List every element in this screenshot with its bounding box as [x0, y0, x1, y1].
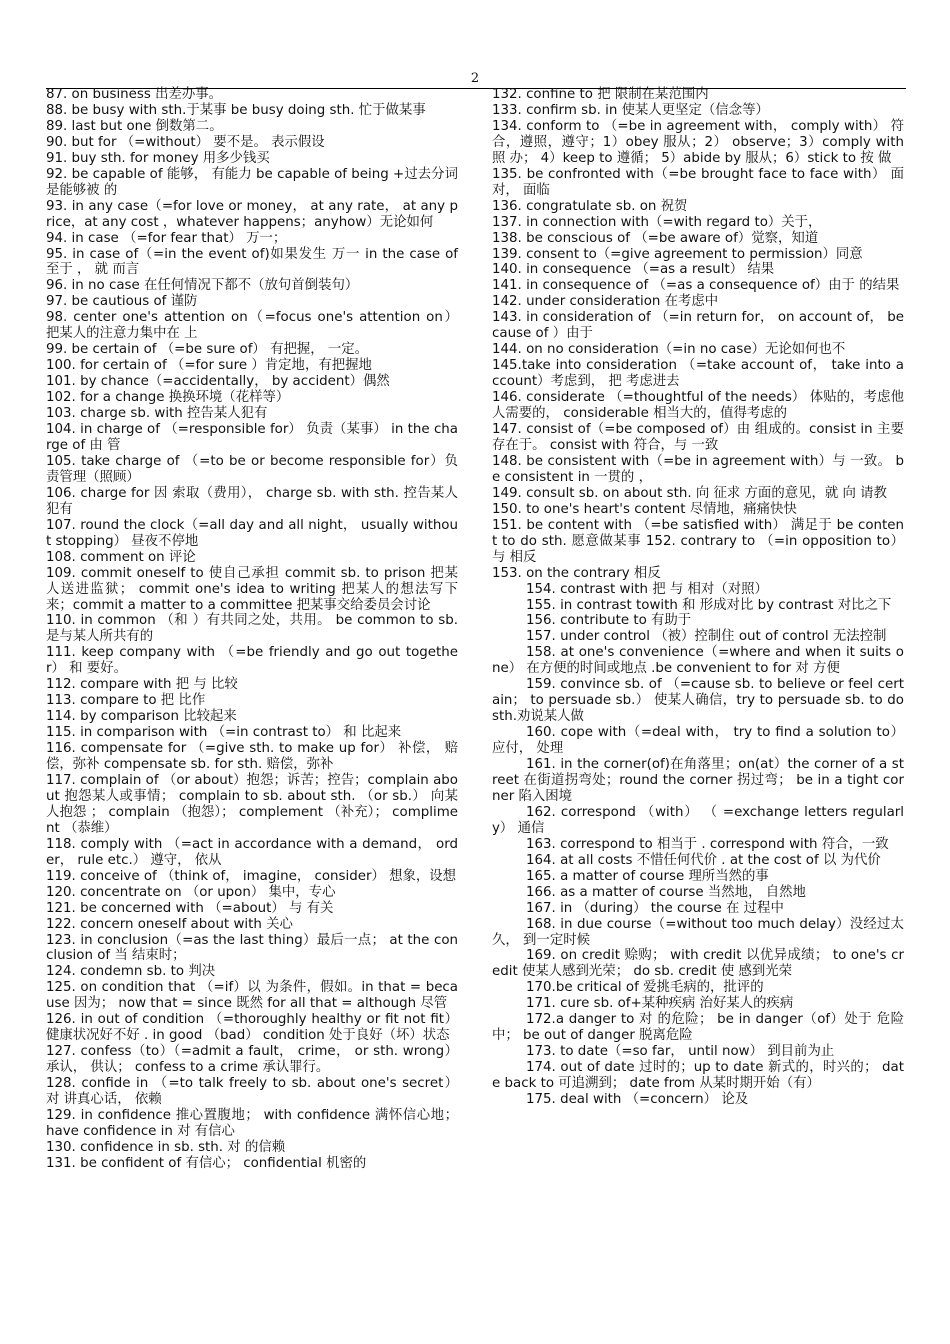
entry-item: 147. consist of（=be composed of）由 组成的。consist in 主要存在于。 consist with 符合，与 一致	[492, 422, 904, 453]
entry-item: 141. in consequence of （=as a consequence of）由于 的结果	[492, 278, 900, 294]
entry-item: 158. at one's convenience（=where and when it suits one） 在方便的时间或地点 .be convenient to for 对 方便	[492, 645, 904, 677]
entry-item: 126. in out of condition （=thoroughly healthy or fit not fit） 健康状况好不好 . in good （bad） condition 处于良好（坏）状态	[46, 1012, 458, 1044]
entry-item: 143. in consideration of （=in return for， on account of， because of ）由于	[492, 310, 904, 342]
entry-item: 121. be concerned with （=about） 与 有关	[46, 900, 334, 916]
entry-item: 139. consent to（=give agreement to permission）同意	[492, 246, 863, 262]
entry-item: 98. center one's attention on（=focus one's attention on） 把某人的注意力集中在 上	[46, 310, 458, 342]
entry-item: 155. in contrast towith 和 形成对比 by contrast 对比之下	[526, 597, 892, 613]
entry-item: 150. to one's heart's content 尽情地，痛痛快快	[492, 501, 797, 517]
entry-item: 135. be confronted with（=be brought face to face with） 面对， 面临	[492, 166, 904, 198]
entry-item: 124. condemn sb. to 判决	[46, 964, 216, 980]
entry-item: 128. confide in （=to talk freely to sb. about one's secret） 对 讲真心话， 依赖	[46, 1076, 458, 1108]
entry-item: 170.be critical of 爱挑毛病的，批评的	[526, 980, 764, 996]
entry-item: 174. out of date 过时的；up to date 新式的，时兴的； date back to 可追溯到； date from 从某时期开始（有）	[492, 1060, 904, 1092]
entry-item: 153. on the contrary 相反	[492, 565, 661, 581]
entry-item: 117. complain of （or about）抱怨；诉苦；控告；complain about 抱怨某人或事情； complain to sb. about sth. （or sb.） 向某人抱怨 ； complain （抱怨）； complement （补充）； compliment （恭维）	[46, 772, 458, 836]
entry-item: 156. contribute to 有助于	[526, 613, 692, 629]
entry-item: 163. correspond to 相当于 . correspond with 符合，一致	[526, 836, 889, 852]
entry-item: 127. confess（to）（=admit a fault， crime， or sth. wrong）承认， 供认； confess to a crime 承认罪行。	[46, 1044, 458, 1076]
right-column	[492, 87, 904, 1108]
entry-item: 137. in connection with（=with regard to）关于，	[492, 214, 822, 230]
entry-item: 104. in charge of （=responsible for） 负责（某事） in the charge of 由 管	[46, 422, 458, 453]
entry-item: 94. in case （=for fear that） 万一；	[46, 230, 287, 246]
entry-item: 119. conceive of （think of， imagine， consider） 想象，设想	[46, 868, 457, 884]
entry-item: 120. concentrate on （or upon） 集中，专心	[46, 884, 336, 900]
entry-item: 111. keep company with （=be friendly and go out together） 和 要好。	[46, 645, 458, 677]
entry-item: 149. consult sb. on about sth. 向 征求 方面的意见，就 向 请教	[492, 485, 887, 501]
entry-item: 99. be certain of （=be sure of） 有把握， 一定。	[46, 342, 369, 358]
entry-item: 166. as a matter of course 当然地， 自然地	[526, 884, 806, 900]
entry-item: 108. comment on 评论	[46, 549, 196, 565]
entry-item: 112. compare with 把 与 比较	[46, 677, 238, 693]
entry-item: 89. last but one 倒数第二。	[46, 118, 223, 134]
entry-item: 171. cure sb. of+某种疾病 治好某人的疾病	[526, 996, 794, 1012]
entry-item: 161. in the corner(of)在角落里；on(at）the corner of a street 在街道拐弯处；round the corner 拐过弯； be in a tight corner 陷入困境	[492, 757, 904, 804]
entry-item: 115. in comparison with （=in contrast to） 和 比起来	[46, 725, 402, 741]
entry-item: 134. conform to （=be in agreement with， comply with） 符合，遵照，遵守；1）obey 服从；2） observe；3）comply with 照 办； 4）keep to 遵循； 5）abide by 服从；6）stick to 按 做	[492, 118, 904, 166]
entry-item: 97. be cautious of 谨防	[46, 294, 198, 310]
entry-item: 133. confirm sb. in 使某人更坚定（信念等）	[492, 102, 769, 118]
entry-item: 165. a matter of course 理所当然的事	[526, 868, 769, 884]
entry-item: 167. in （during） the course 在 过程中	[526, 900, 784, 916]
entry-item: 113. compare to 把 比作	[46, 693, 206, 709]
entry-item: 91. buy sth. for money 用多少钱买	[46, 150, 270, 166]
entry-item: 138. be conscious of （=be aware of）觉察，知道	[492, 230, 819, 246]
entry-item: 160. cope with（=deal with， try to find a solution to）应付， 处理	[492, 725, 904, 757]
entry-item: 154. contrast with 把 与 相对（对照）	[526, 581, 768, 597]
entry-item: 103. charge sb. with 控告某人犯有	[46, 406, 268, 422]
entry-item: 110. in common （和 ）有共同之处，共用。 be common to sb. 是与某人所共有的	[46, 613, 458, 645]
entry-item: 125. on condition that （=if）以 为条件，假如。in that = because 因为； now that = since 既然 for all that = although 尽管	[46, 980, 458, 1012]
entry-item: 131. be confident of 有信心； confidential 机密的	[46, 1155, 367, 1171]
entry-item: 136. congratulate sb. on 祝贺	[492, 198, 688, 214]
entry-item: 102. for a change 换换环境（花样等）	[46, 390, 290, 406]
entry-item: 132. confine to 把 限制在某范围内	[492, 87, 709, 102]
page-number: 2	[470, 71, 480, 86]
left-column	[46, 87, 458, 1172]
entry-item: 96. in no case 在任何情况下都不（放句首倒装句）	[46, 278, 359, 294]
entry-item: 109. commit oneself to 使自己承担 commit sb. to prison 把某人送进监狱； commit one's idea to writing 把某人的想法写下来；commit a matter to a committee 把某事交给委员会讨论	[46, 565, 458, 613]
entry-item: 162. correspond （with） （ =exchange letters regularly） 通信	[492, 804, 904, 836]
entry-item: 168. in due course（=without too much delay）没经过太久， 到一定时候	[492, 916, 904, 948]
entry-item: 100. for certain of （=for sure ）肯定地，有把握地	[46, 358, 372, 374]
entry-item: 151. be content with （=be satisfied with） 满足于 be content to do sth. 愿意做某事 152. contrary to （=in opposition to） 与 相反	[492, 517, 904, 565]
entry-item: 157. under control （被）控制住 out of control 无法控制	[526, 629, 887, 645]
entry-item: 101. by chance（=accidentally， by accident）偶然	[46, 374, 390, 390]
entry-item: 148. be consistent with（=be in agreement with）与 一致。 be consistent in 一贯的 ，	[492, 453, 904, 485]
entry-item: 140. in consequence （=as a result） 结果	[492, 262, 775, 278]
entry-item: 107. round the clock（=all day and all night， usually without stopping） 昼夜不停地	[46, 517, 458, 549]
entry-item: 129. in confidence 推心置腹地； with confidence 满怀信心地； have confidence in 对 有信心	[46, 1108, 458, 1139]
entry-item: 145.take into consideration （=take account of， take into account）考虑到， 把 考虑进去	[492, 358, 904, 390]
entry-item: 173. to date（=so far， until now） 到目前为止	[526, 1044, 835, 1060]
entry-item: 172.a danger to 对 的危险； be in danger（of）处于 危险中； be out of danger 脱离危险	[492, 1012, 904, 1044]
entry-item: 118. comply with （=act in accordance with a demand， order， rule etc.） 遵守， 依从	[46, 836, 458, 868]
entry-item: 90. but for （=without） 要不是。 表示假设	[46, 134, 325, 150]
entry-item: 88. be busy with sth.于某事 be busy doing sth. 忙于做某事	[46, 102, 426, 118]
entry-item: 93. in any case（=for love or money， at any rate， at any price，at any cost ，whatever happens；anyhow）无论如何	[46, 198, 458, 230]
entry-item: 123. in conclusion（=as the last thing）最后一点； at the conclusion of 当 结束时；	[46, 932, 458, 964]
entry-item: 87. on business 出差办事。	[46, 87, 223, 102]
entry-item: 105. take charge of （=to be or become responsible for）负责管理（照顾）	[46, 453, 458, 485]
entry-item: 169. on credit 赊购； with credit 以优异成绩； to one's credit 使某人感到光荣； do sb. credit 使 感到光荣	[492, 948, 904, 980]
entry-item: 142. under consideration 在考虑中	[492, 294, 719, 310]
entry-item: 122. concern oneself about with 关心	[46, 916, 293, 932]
entry-item: 95. in case of（=in the event of)如果发生 万一 in the case of 至于 ， 就 而言	[46, 246, 458, 278]
entry-item: 175. deal with （=concern） 论及	[526, 1092, 749, 1108]
entry-item: 164. at all costs 不惜任何代价 . at the cost of 以 为代价	[526, 852, 881, 868]
entry-item: 146. considerate （=thoughtful of the needs） 体贴的，考虑他人需要的， considerable 相当大的，值得考虑的	[492, 390, 904, 422]
entry-item: 130. confidence in sb. sth. 对 的信赖	[46, 1139, 286, 1155]
entry-item: 144. on no consideration（=in no case）无论如何也不	[492, 342, 846, 358]
entry-item: 159. convince sb. of （=cause sb. to believe or feel certain； to persuade sb.） 使某人确信，try to persuade sb. to do sth.劝说某人做	[492, 677, 904, 725]
entry-item: 106. charge for 因 索取（费用）， charge sb. with sth. 控告某人犯有	[46, 485, 458, 517]
entry-item: 116. compensate for （=give sth. to make up for） 补偿， 赔偿，弥补 compensate sb. for sth. 赔偿，弥补	[46, 741, 458, 773]
entry-item: 92. be capable of 能够， 有能力 be capable of being +过去分词是能够被 的	[46, 166, 458, 198]
entry-item: 114. by comparison 比较起来	[46, 709, 237, 725]
